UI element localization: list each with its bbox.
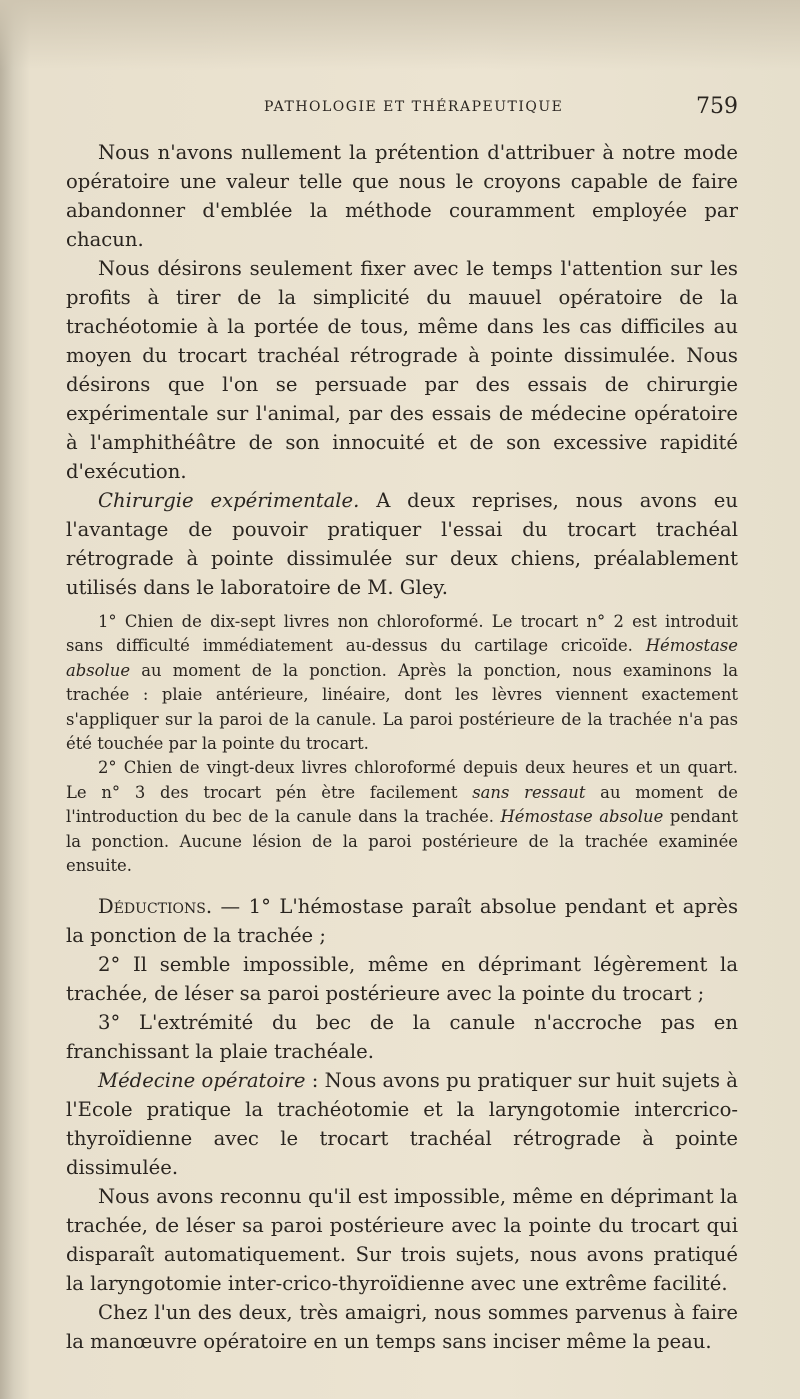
case-text: pendant la ponction. Aucune lésion de la paroi postérieure de la trachée examinée ensuite.: [66, 807, 738, 876]
deductions-one: [66, 892, 738, 950]
paragraph-aims: Nous désirons seulement fixer avec le temps l'attention sur les profits à tirer de la simplicité du mauuel opératoire de la trachéotomie à la portée de tous, même dans les cas difficiles au moyen du trocart trachéal rétrograde à pointe dissimulée. Nous désirons que l'on se persuade par des essais de chirurgie expérimentale sur l'animal, par des essais de médecine opératoire à l'amphithéâtre de son innocuité et de son excessive rapidité d'exécution.: [66, 257, 738, 483]
case-text: 2° Chien de vingt-deux livres chloroformé depuis deux heures et un quart. Le n° 3 des trocart pén ètre facilement: [66, 758, 738, 802]
paragraph-text: — 1° L'hémostase paraît absolue pendant et après la ponction de la trachée ;: [66, 895, 738, 948]
paragraph-text: : Nous avons pu pratiquer sur huit sujets à l'Ecole pratique la trachéotomie et la laryngotomie intercrico-thyroïdienne avec le trocart trachéal rétrograde à pointe dissimulée.: [66, 1069, 738, 1180]
case-text: 1° Chien de dix-sept livres non chloroformé. Le trocart n° 2 est introduit sans difficulté immédiatement au-dessus du cartilage cricoïde.: [66, 612, 738, 656]
paragraph-operative-medicine: [66, 1066, 738, 1182]
page-shadow: [0, 0, 800, 70]
paragraph-findings: Nous avons reconnu qu'il est impossible, même en déprimant la trachée, de léser sa paroi postérieure avec la pointe du trocart qui disparaît automatiquement. Sur trois sujets, nous avons pratiqué la laryngotomie inter-crico-thyroïdienne avec une extrême facilité.: [66, 1185, 738, 1296]
case-two: [66, 756, 738, 878]
case-text: au moment de la ponction. Après la ponction, nous examinons la trachée : plaie antérieure, linéaire, dont les lèvres viennent exactement s'appliquer sur la paroi de la canule. La paroi postérieure de la trachée n'a pas été touchée par la pointe du trocart.: [66, 660, 738, 754]
section-lead: Chirurgie expérimentale.: [98, 489, 360, 512]
page-number: 759: [696, 94, 738, 119]
deductions-three: 3° L'extrémité du bec de la canule n'accroche pas en franchissant la plaie trachéale.: [66, 1011, 738, 1064]
paragraph-intro: Nous n'avons nullement la prétention d'attribuer à notre mode opératoire une valeur telle que nous le croyons capable de faire abandonner d'emblée la méthode couramment employée par chacun.: [66, 141, 738, 251]
case-emphasis: Hémostase absolue: [500, 807, 664, 827]
paragraph-conclusion: Chez l'un des deux, très amaigri, nous sommes parvenus à faire la manœuvre opératoire en un temps sans inciser même la peau.: [66, 1301, 738, 1354]
case-one: [66, 610, 738, 756]
body-text: [66, 138, 738, 1356]
page-header: [66, 96, 738, 120]
section-lead: Médecine opératoire: [98, 1069, 306, 1093]
case-emphasis: sans ressaut: [472, 782, 586, 802]
deductions-two: 2° Il semble impossible, même en déprimant légèrement la trachée, de léser sa paroi postérieure avec la pointe du trocart ;: [66, 953, 738, 1006]
case-text: au moment de l'introduction du bec de la canule dans la trachée.: [66, 782, 739, 827]
section-lead: Déductions.: [98, 895, 213, 919]
paragraph-experimental-surgery: [66, 486, 738, 602]
paragraph-text: A deux reprises, nous avons eu l'avantage de pouvoir pratiquer l'essai du trocart trachéal rétrograde à pointe dissimulée sur deux chiens, préalablement utilisés dans le laboratoire de M. Gley.: [66, 489, 738, 599]
running-head: PATHOLOGIE ET THÉRAPEUTIQUE: [264, 99, 564, 115]
case-emphasis: Hémostase absolue: [66, 636, 738, 680]
